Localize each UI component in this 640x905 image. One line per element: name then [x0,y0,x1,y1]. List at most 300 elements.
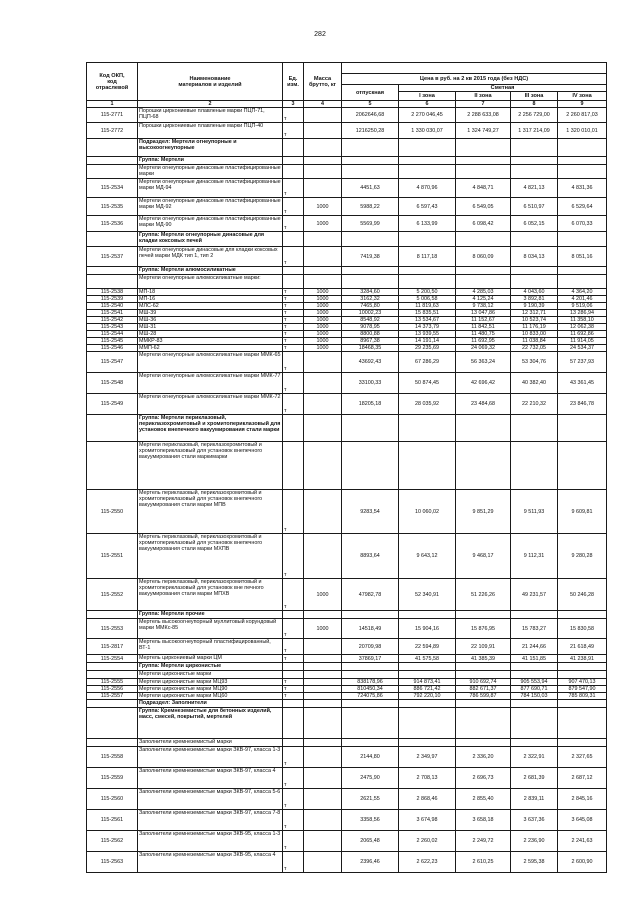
row-price-release: 8800,88 [342,331,399,338]
row-price-zone-2: 2 249,72 [456,831,511,852]
row-mass [304,394,342,415]
empty-cell [558,700,607,708]
row-name: МШ-31 [138,324,283,331]
description-text: Мертели огнеупорные динасовые пластифицированные марки [139,165,281,177]
table-row [87,289,607,296]
empty-cell [399,275,456,289]
row-unit: т [283,296,304,303]
row-mass [304,490,342,534]
row-price-zone-1: 1 330 030,07 [399,123,456,139]
row-price-zone-4: 4 831,36 [558,179,607,198]
row-unit: т [283,394,304,415]
row-code: 115-2535 [87,198,138,216]
empty-cell [511,700,558,708]
row-mass [304,768,342,789]
row-price-zone-3: 2 681,39 [511,768,558,789]
empty-cell [456,442,511,490]
row-unit: т [283,247,304,267]
empty-cell [87,275,138,289]
table-row [87,534,607,579]
row-price-zone-4: 21 618,49 [558,639,607,655]
row-price-zone-4: 9 280,28 [558,534,607,579]
empty-cell [399,165,456,179]
row-price-zone-3: 4 821,13 [511,179,558,198]
row-mass [304,179,342,198]
row-price-zone-4: 2 845,16 [558,789,607,810]
row-price-release: 810450,34 [342,686,399,693]
empty-cell [511,708,558,739]
row-mass: 1000 [304,310,342,317]
table-row [87,317,607,324]
column-number: 6 [399,101,456,108]
row-price-zone-1: 6 597,43 [399,198,456,216]
row-unit: т [283,810,304,831]
empty-cell [558,232,607,247]
empty-cell [283,708,304,739]
row-unit: т [283,679,304,686]
row-mass [304,247,342,267]
row-price-zone-1: 13 534,67 [399,317,456,324]
empty-cell [456,671,511,679]
row-name: МП-16 [138,296,283,303]
row-price-zone-3: 11 038,84 [511,338,558,345]
row-code: 115-2539 [87,296,138,303]
row-code: 115-2543 [87,324,138,331]
row-price-zone-2: 23 484,68 [456,394,511,415]
row-unit: т [283,338,304,345]
empty-cell [342,267,399,275]
row-price-zone-4: 57 237,93 [558,352,607,373]
empty-cell [399,232,456,247]
row-code: 115-2534 [87,179,138,198]
row-name: МЛС-62 [138,303,283,310]
row-unit: т [283,123,304,139]
row-unit: т [283,490,304,534]
row-price-release: 5569,99 [342,216,399,232]
row-price-zone-4: 50 246,28 [558,579,607,611]
empty-cell [283,700,304,708]
row-name: Заполнители кремнеземистые марки ЗКВ-95, класса 1-3 [138,831,283,852]
group-row [87,139,607,157]
header-price-title: Цена в руб. на 2 кв 2015 года (без НДС) [342,74,607,85]
empty-cell [283,442,304,490]
row-price-zone-3: 11 176,19 [511,324,558,331]
empty-cell [87,611,138,619]
row-price-zone-2: 786 599,87 [456,693,511,700]
row-price-zone-1: 14 373,79 [399,324,456,331]
column-number: 9 [558,101,607,108]
empty-cell [304,611,342,619]
row-price-release: 3284,60 [342,289,399,296]
row-price-zone-3: 22 210,32 [511,394,558,415]
row-price-release: 33100,33 [342,373,399,394]
group-row [87,611,607,619]
table-row [87,619,607,639]
row-price-zone-2: 41 385,39 [456,655,511,663]
table-row [87,345,607,352]
empty-cell [558,267,607,275]
row-unit: т [283,317,304,324]
row-code: 115-2549 [87,394,138,415]
row-code: 115-2817 [87,639,138,655]
empty-cell [558,139,607,157]
row-name: МП-18 [138,289,283,296]
row-mass [304,352,342,373]
row-unit: т [283,655,304,663]
empty-cell [283,139,304,157]
row-mass [304,686,342,693]
empty-cell [283,232,304,247]
row-code: 115-2561 [87,810,138,831]
empty-cell [456,415,511,442]
group-row [87,232,607,247]
empty-cell [558,275,607,289]
row-price-zone-3: 2 236,90 [511,831,558,852]
row-price-zone-2: 51 226,26 [456,579,511,611]
empty-cell [558,165,607,179]
row-code: 115-2552 [87,579,138,611]
empty-cell [511,442,558,490]
table-row [87,216,607,232]
row-price-zone-2: 15 876,95 [456,619,511,639]
row-mass: 1000 [304,579,342,611]
empty-cell [304,663,342,671]
empty-cell [342,139,399,157]
row-price-zone-4: 879 547,90 [558,686,607,693]
row-mass [304,747,342,768]
table-row [87,693,607,700]
row-mass: 1000 [304,198,342,216]
table-row [87,831,607,852]
row-price-zone-2: 2 855,40 [456,789,511,810]
row-price-zone-3: 2 322,91 [511,747,558,768]
column-number: 5 [342,101,399,108]
empty-cell [456,275,511,289]
description-row [87,275,607,289]
empty-cell [87,232,138,247]
row-code: 115-2537 [87,247,138,267]
empty-cell [399,611,456,619]
row-mass: 1000 [304,619,342,639]
row-price-zone-3: 877 690,71 [511,686,558,693]
empty-cell [342,442,399,490]
row-price-zone-3: 4 043,60 [511,289,558,296]
row-unit: т [283,619,304,639]
group-heading: Подраздел: Мертели огнеупорные и высокоогнеупорные [138,139,283,157]
row-price-zone-3: 10 523,74 [511,317,558,324]
row-price-release: 2621,55 [342,789,399,810]
row-price-zone-1: 8 117,18 [399,247,456,267]
row-price-release: 2475,90 [342,768,399,789]
row-mass [304,534,342,579]
description-row [87,442,607,490]
column-number: 4 [304,101,342,108]
row-code: 115-2542 [87,317,138,324]
empty-cell [304,739,342,747]
header-zone-4: IV зона [558,92,607,101]
row-mass: 1000 [304,331,342,338]
empty-cell [558,157,607,165]
table-row [87,639,607,655]
row-unit: т [283,373,304,394]
table-row [87,768,607,789]
column-number-row [87,101,607,108]
row-price-zone-4: 15 830,58 [558,619,607,639]
empty-cell [399,671,456,679]
row-code: 115-2562 [87,831,138,852]
row-price-zone-1: 6 133,99 [399,216,456,232]
row-price-release: 8548,92 [342,317,399,324]
row-price-zone-4: 2 600,90 [558,852,607,873]
row-unit: т [283,303,304,310]
column-number: 8 [511,101,558,108]
group-row [87,267,607,275]
row-price-release: 2062646,68 [342,108,399,123]
table-row [87,331,607,338]
empty-cell [342,232,399,247]
row-name: Заполнители кремнеземистые марки ЗКВ-97, класса 4 [138,768,283,789]
row-price-zone-4: 3 645,08 [558,810,607,831]
row-price-zone-3: 2 256 729,00 [511,108,558,123]
empty-cell [399,739,456,747]
row-code: 115-2560 [87,789,138,810]
row-mass: 1000 [304,216,342,232]
row-price-zone-4: 11 914,05 [558,338,607,345]
row-price-zone-4: 41 238,91 [558,655,607,663]
row-name: Мертели цирконистые марки МЦ60 [138,693,283,700]
header-name [138,63,283,101]
row-price-release: 14518,49 [342,619,399,639]
row-price-release: 9283,54 [342,490,399,534]
description-row [87,165,607,179]
table-row [87,679,607,686]
row-price-zone-4: 6 070,33 [558,216,607,232]
row-price-zone-1: 2 270 046,45 [399,108,456,123]
description-text: Мертели огнеупорные алюмосиликатные марки: [138,275,283,289]
empty-cell [87,739,138,747]
table-row [87,179,607,198]
empty-cell [558,739,607,747]
row-name: Заполнители кремнеземистые марки ЗКВ-95, класса 4 [138,852,283,873]
table-row [87,123,607,139]
price-table [86,62,607,873]
header-zone-1: I зона [399,92,456,101]
description-text: Заполнители кремнеземистый марки [138,739,283,747]
row-price-zone-2: 13 047,86 [456,310,511,317]
row-price-zone-3: 2 595,38 [511,852,558,873]
row-price-zone-3: 40 382,40 [511,373,558,394]
row-price-zone-3: 6 052,15 [511,216,558,232]
row-price-zone-1: 5 006,58 [399,296,456,303]
row-code: 115-2547 [87,352,138,373]
row-name: ММП-62 [138,345,283,352]
empty-cell [342,663,399,671]
row-mass: 1000 [304,324,342,331]
row-name: Мертель высокоогнеупорный пластифицированный, ВТ-1 [138,639,283,655]
empty-cell [456,739,511,747]
row-unit: т [283,789,304,810]
empty-cell [399,267,456,275]
description-row [87,671,607,679]
empty-cell [342,611,399,619]
row-price-release: 724075,86 [342,693,399,700]
empty-cell [399,139,456,157]
table-row [87,686,607,693]
column-number: 7 [456,101,511,108]
row-price-zone-3: 9 511,93 [511,490,558,534]
row-price-zone-1: 2 349,97 [399,747,456,768]
row-unit: т [283,579,304,611]
group-row [87,663,607,671]
empty-cell [456,232,511,247]
table-row [87,108,607,123]
row-price-release: 8967,38 [342,338,399,345]
row-code: 115-2558 [87,747,138,768]
row-price-release: 2065,48 [342,831,399,852]
row-price-zone-1: 914 873,41 [399,679,456,686]
table-row [87,579,607,611]
row-price-release: 5988,22 [342,198,399,216]
row-price-zone-2: 9 738,12 [456,303,511,310]
header-name-label: Наименование материалов и изделий [178,75,242,88]
column-number: 1 [87,101,138,108]
row-code: 115-2556 [87,686,138,693]
header-zone-3: III зона [511,92,558,101]
row-price-release: 2396,46 [342,852,399,873]
header-empty-top [342,63,607,74]
row-mass [304,639,342,655]
empty-cell [304,700,342,708]
row-price-release: 7465,80 [342,303,399,310]
row-price-zone-2: 11 480,75 [456,331,511,338]
empty-cell [558,611,607,619]
row-price-zone-1: 11 819,63 [399,303,456,310]
row-price-zone-2: 2 288 633,08 [456,108,511,123]
header-mass: Масса брутто, кг [304,63,342,101]
row-price-zone-1: 2 260,02 [399,831,456,852]
row-price-zone-4: 4 201,46 [558,296,607,303]
table-row [87,324,607,331]
empty-cell [304,708,342,739]
row-price-zone-3: 53 304,76 [511,352,558,373]
row-name: Мертель периклазовый, периклазохромитовый и хромитопериклазовый для установок внепечного вакуумирования стали марки МПВ [138,490,283,534]
row-code: 115-2554 [87,655,138,663]
row-mass: 1000 [304,317,342,324]
empty-cell [283,157,304,165]
row-price-zone-2: 56 363,24 [456,352,511,373]
row-price-zone-4: 24 534,37 [558,345,607,352]
empty-cell [304,165,342,179]
row-price-release: 18205,18 [342,394,399,415]
row-price-zone-3: 2 839,11 [511,789,558,810]
row-price-zone-2: 11 842,51 [456,324,511,331]
empty-cell [87,165,138,179]
row-price-release: 10002,23 [342,310,399,317]
row-price-zone-2: 24 069,32 [456,345,511,352]
row-price-zone-3: 3 637,36 [511,810,558,831]
row-mass [304,123,342,139]
row-price-zone-3: 22 732,05 [511,345,558,352]
row-price-zone-1: 5 200,50 [399,289,456,296]
row-code: 115-2550 [87,490,138,534]
row-price-release: 2144,80 [342,747,399,768]
row-price-zone-4: 2 327,65 [558,747,607,768]
row-price-zone-2: 42 696,42 [456,373,511,394]
empty-cell [558,415,607,442]
header-estimate: Сметная [399,85,607,92]
empty-cell [558,671,607,679]
row-price-zone-1: 2 708,13 [399,768,456,789]
row-price-zone-4: 907 470,13 [558,679,607,686]
empty-cell [342,708,399,739]
row-price-zone-1: 10 060,02 [399,490,456,534]
row-price-zone-1: 4 870,96 [399,179,456,198]
row-unit: т [283,639,304,655]
row-price-zone-2: 4 848,71 [456,179,511,198]
row-price-zone-3: 15 783,27 [511,619,558,639]
row-code: 115-2546 [87,345,138,352]
row-price-zone-4: 43 361,45 [558,373,607,394]
row-name: МШ-36 [138,317,283,324]
row-price-zone-1: 41 575,58 [399,655,456,663]
row-name: Порошки циркониевые плавленые марки ПЦП-71, ПЦП-68 [138,108,283,123]
row-price-zone-1: 52 340,91 [399,579,456,611]
row-price-zone-4: 2 260 817,03 [558,108,607,123]
row-price-zone-4: 8 051,16 [558,247,607,267]
row-price-zone-1: 50 874,45 [399,373,456,394]
empty-cell [283,165,304,179]
empty-cell [304,671,342,679]
empty-cell [511,232,558,247]
group-heading: Группа: Мертели периклазовый, периклазохромитовый и хромитопериклазовый для установок внепечного вакуумирования стали марки [138,415,283,442]
row-price-zone-4: 2 687,12 [558,768,607,789]
row-mass: 1000 [304,303,342,310]
empty-cell [283,663,304,671]
group-heading: Подраздел: Заполнители [138,700,283,708]
row-mass [304,373,342,394]
empty-cell [399,415,456,442]
empty-cell [87,671,138,679]
header-unit: Ед. изм. [283,63,304,101]
description-row [87,739,607,747]
table-row [87,198,607,216]
empty-cell [342,275,399,289]
row-name: Мертель периклазовый, периклазохромитовый и хромитопериклазовый для установок внепечного вакуумирования стали марки МХПВ [138,534,283,579]
empty-cell [283,739,304,747]
row-name: Мертели огнеупорные алюмосиликатные марки ММК-65 [138,352,283,373]
row-price-zone-1: 29 235,69 [399,345,456,352]
row-unit: т [283,179,304,198]
row-price-zone-2: 2 336,20 [456,747,511,768]
row-price-zone-2: 11 692,95 [456,338,511,345]
table-row [87,303,607,310]
empty-cell [511,157,558,165]
empty-cell [399,663,456,671]
empty-cell [283,415,304,442]
group-heading: Группа: Мертели алюмосиликатные [138,267,283,275]
row-price-zone-1: 15 904,16 [399,619,456,639]
empty-cell [511,611,558,619]
group-row [87,700,607,708]
row-code: 115-2545 [87,338,138,345]
empty-cell [87,708,138,739]
row-price-zone-4: 11 692,86 [558,331,607,338]
row-code: 115-2772 [87,123,138,139]
row-price-zone-2: 4 125,24 [456,296,511,303]
row-price-zone-1: 13 939,55 [399,331,456,338]
empty-cell [342,165,399,179]
row-name: ММКР-83 [138,338,283,345]
